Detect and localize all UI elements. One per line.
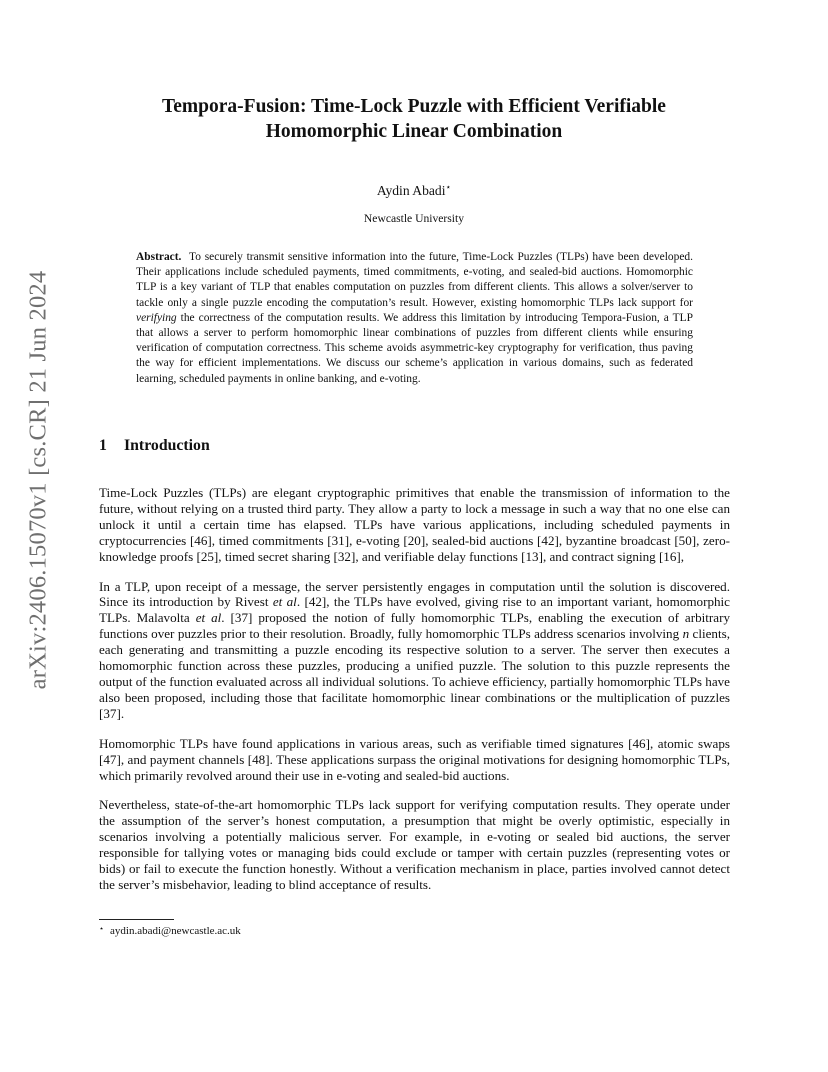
arxiv-identifier-stamp bbox=[24, 270, 52, 690]
paper-title-line-1: Tempora-Fusion: Time-Lock Puzzle with Efficient Verifiable bbox=[162, 96, 666, 117]
author-affiliation: Newcastle University bbox=[363, 212, 465, 225]
section-heading bbox=[99, 437, 210, 455]
paragraph-1: Time-Lock Puzzles (TLPs) are elegant cryptographic primitives that enable the transmission of information to the future, without relying on a trusted third party. They allow a party to lock a message in such a way that no one else can unlock it until a certain time has elapsed. TLPs have various applications, including scheduled payments in cryptocurrencies [46], timed commitments [31], e-voting [20], sealed-bid auctions [42], byzantine broadcast [50], zero-knowledge proofs [25], timed secret sharing [32], and verifiable delay functions [13], and contract signing [16], bbox=[99, 485, 730, 564]
footnote-divider bbox=[99, 919, 174, 920]
footnote-email: aydin.abadi@newcastle.ac.uk bbox=[110, 925, 241, 937]
author-name: Aydin Abadi bbox=[376, 183, 446, 198]
paragraph-2-part-c: . [37] proposed the notion of fully homomorphic TLPs, enabling the execution of arbitrary functions over puzzles prior to their resolution. Broadly, fully homomorphic TLPs address scenarios involving bbox=[99, 610, 730, 642]
section-number: 1 bbox=[99, 437, 107, 454]
paper-title bbox=[100, 94, 728, 144]
abstract-text-part-2: the correctness of the computation results. We address this limitation by introducing Tempora-Fusion, a TLP that allows a server to perform homomorphic linear combinations of puzzles from different clients while ensuring verification of computation correctness. This scheme avoids asymmetric-key cryptography for verification, thus paving the way for efficient implementations. We discuss our scheme’s application in various domains, such as federated learning, scheduled payments in online banking, and e-voting. bbox=[136, 311, 693, 385]
body-text bbox=[99, 485, 730, 907]
author-footnote-mark: ⋆ bbox=[445, 182, 452, 192]
paragraph-3: Homomorphic TLPs have found applications in various areas, such as verifiable timed signatures [46], atomic swaps [47], and payment channels [48]. These applications surpass the original motivations for designing homomorphic TLPs, which primarily revolved around their use in e-voting and sealed-bid auctions. bbox=[99, 735, 730, 783]
abstract-text-part-1: To securely transmit sensitive information into the future, Time-Lock Puzzles (TLPs) have been developed. Their applications include scheduled payments, timed commitments, e-voting, and sealed-bid auctions. Homomorphic TLP is a key variant of TLP that enables computation on puzzles from different clients. This allows a solver/server to tackle only a single puzzle encoding the computation’s result. However, existing homomorphic TLPs lack support for bbox=[136, 251, 693, 309]
author-line bbox=[100, 182, 728, 199]
section-title: Introduction bbox=[124, 437, 210, 454]
arxiv-identifier-text: arXiv:2406.15070v1 [cs.CR] 21 Jun 2024 bbox=[24, 270, 52, 690]
paragraph-2-variable-n: n bbox=[682, 626, 690, 642]
paragraph-2-et-al-2: et al bbox=[195, 610, 222, 626]
paper-title-line-2: Homomorphic Linear Combination bbox=[265, 121, 563, 142]
paragraph-2-et-al-1: et al bbox=[272, 594, 297, 610]
paragraph-2 bbox=[99, 579, 730, 722]
abstract-emphasis: verifying bbox=[136, 311, 177, 324]
abstract-label: Abstract. bbox=[136, 251, 182, 263]
abstract-block bbox=[136, 250, 693, 387]
paragraph-2-part-a: In a TLP, upon receipt of a message, the server persistently engages in computation until the solution is discovered. Since its introduction by Rivest bbox=[99, 578, 730, 610]
paragraph-4: Nevertheless, state-of-the-art homomorphic TLPs lack support for verifying computation results. They operate under the assumption of the server’s honest computation, a presumption that might be overly optimistic, especially in scenarios involving a potentially malicious server. For example, in e-voting or sealed bid auctions, the server responsible for tallying votes or managing bids could exclude or tamper with certain puzzles (representing votes or bids) or fail to execute the function honestly. Without a verification mechanism in place, parties involved cannot detect the server’s misbehavior, leading to blind acceptance of results. bbox=[99, 797, 730, 892]
paragraph-2-part-b: . [42], the TLPs have evolved, giving rise to an important variant, homomorphic TLPs. Malavolta bbox=[99, 594, 730, 626]
footnote-mark: ⋆ bbox=[99, 924, 105, 933]
footnote bbox=[99, 924, 241, 937]
paragraph-2-part-d: clients, each generating and transmitting a puzzle encoding its respective solution to a server. The server then executes a homomorphic function across these puzzles, producing a unified puzzle. The solution to this puzzle represents the output of the function evaluated across all individual solutions. To achieve efficiency, partially homomorphic TLPs have also been proposed, including those that facilitate homomorphic linear combinations or the multiplication of puzzles [37]. bbox=[99, 626, 730, 721]
